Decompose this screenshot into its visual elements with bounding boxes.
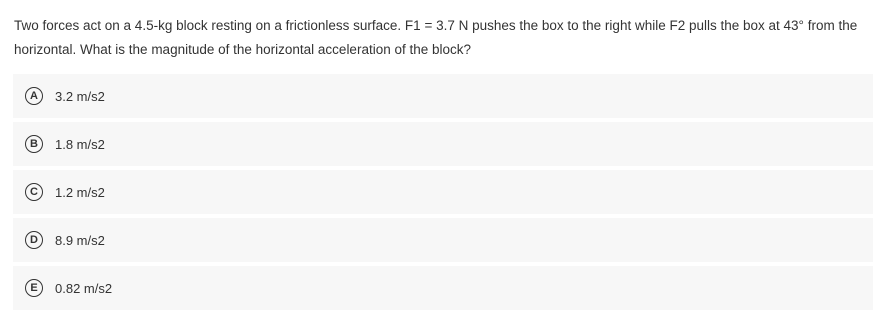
option-letter-badge: D <box>25 231 43 249</box>
option-label: 0.82 m/s2 <box>55 280 113 296</box>
option-b[interactable] <box>13 122 873 166</box>
option-label: 8.9 m/s2 <box>55 232 105 248</box>
option-letter-badge: B <box>25 135 43 153</box>
option-d[interactable] <box>13 218 873 262</box>
option-c[interactable] <box>13 170 873 214</box>
option-label: 1.8 m/s2 <box>55 136 105 152</box>
option-e[interactable] <box>13 266 873 310</box>
option-a[interactable] <box>13 74 873 118</box>
question-text: Two forces act on a 4.5-kg block resting on a frictionless surface. F1 = 3.7 N pushes the box to the right while F2 pulls the box at 43° from the horizontal. What is the magnitude of the horizontal acceleration of the block? <box>14 18 858 57</box>
option-label: 1.2 m/s2 <box>55 184 105 200</box>
option-label: 3.2 m/s2 <box>55 88 105 104</box>
option-letter-badge: C <box>25 183 43 201</box>
option-letter-badge: A <box>25 87 43 105</box>
answer-options <box>13 74 873 314</box>
option-letter-badge: E <box>25 279 43 297</box>
